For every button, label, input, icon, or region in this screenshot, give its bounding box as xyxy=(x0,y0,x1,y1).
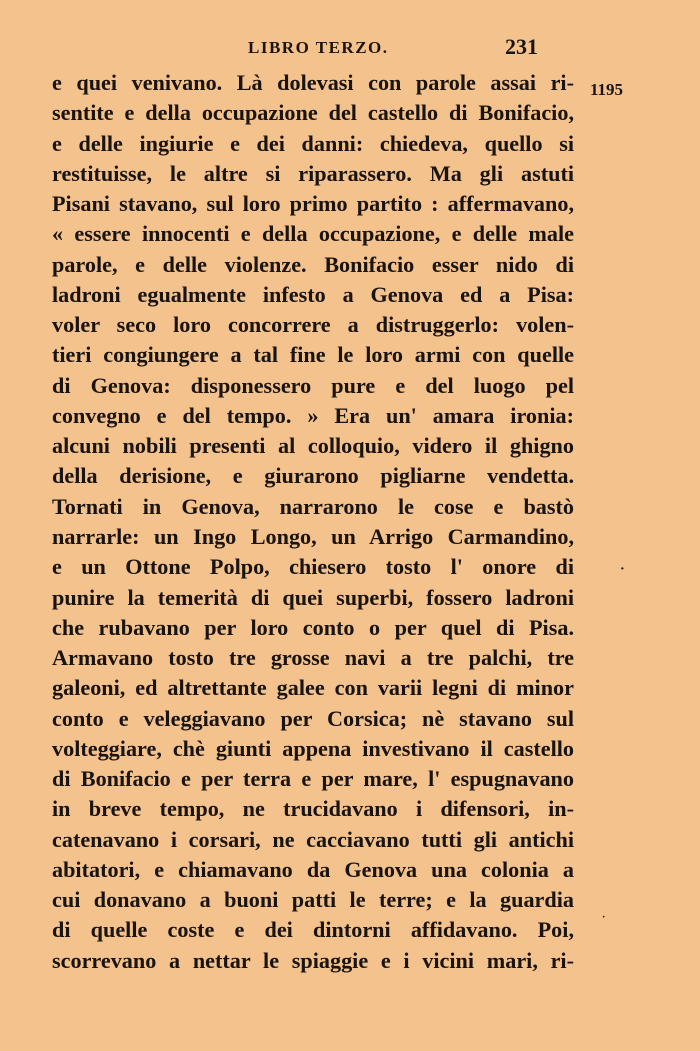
text-line: Pisani stavano, sul loro primo partito : affermavano, xyxy=(52,191,574,217)
text-line: e quei venivano. Là dolevasi con parole assai ri- xyxy=(52,70,574,95)
chapter-title: LIBRO TERZO. xyxy=(248,38,389,57)
text-line: catenavano i corsari, ne cacciavano tutti gli antichi xyxy=(52,826,574,852)
text-line: di quelle coste e dei dintorni affidavano. Poi, xyxy=(52,917,574,943)
body-text xyxy=(52,68,574,976)
text-line: di Genova: disponessero pure e del luogo pel xyxy=(52,372,574,398)
print-speck: · xyxy=(620,562,625,577)
text-line: restituisse, le altre si riparassero. Ma gli astuti xyxy=(52,160,574,186)
text-line: volteggiare, chè giunti appena investivano il castello xyxy=(52,735,574,761)
running-header xyxy=(0,34,700,62)
text-line: punire la temerità di quei superbi, fossero ladroni xyxy=(52,584,574,610)
text-line: tieri congiungere a tal fine le loro armi con quelle xyxy=(52,342,574,368)
text-line: Armavano tosto tre grosse navi a tre palchi, tre xyxy=(52,645,574,671)
text-line: conto e veleggiavano per Corsica; nè stavano sul xyxy=(52,705,574,731)
text-line: della derisione, e giurarono pigliarne vendetta. xyxy=(52,463,574,489)
text-line: Tornati in Genova, narrarono le cose e bastò xyxy=(52,493,574,519)
text-line: cui donavano a buoni patti le terre; e la guardia xyxy=(52,887,574,913)
text-line: sentite e della occupazione del castello di Bonifacio, xyxy=(52,100,574,126)
text-line: abitatori, e chiamavano da Genova una colonia a xyxy=(52,856,574,882)
text-line: voler seco loro concorrere a distruggerlo: volen- xyxy=(52,312,574,338)
text-line: in breve tempo, ne trucidavano i difensori, in- xyxy=(52,796,574,822)
text-line: e un Ottone Polpo, chiesero tosto l' onore di xyxy=(52,554,574,580)
text-line: alcuni nobili presenti al colloquio, videro il ghigno xyxy=(52,433,574,459)
text-line: narrarle: un Ingo Longo, un Arrigo Carmandino, xyxy=(52,523,574,549)
page-number: 231 xyxy=(505,34,538,59)
text-line: parole, e delle violenze. Bonifacio esser nido di xyxy=(52,251,574,277)
text-line: galeoni, ed altrettante galee con varii legni di minor xyxy=(52,675,574,701)
text-line: scorrevano a nettar le spiaggie e i vicini mari, ri- xyxy=(52,947,574,973)
text-line: che rubavano per loro conto o per quel di Pisa. xyxy=(52,614,574,640)
text-line: e delle ingiurie e dei danni: chiedeva, quello si xyxy=(52,130,574,156)
text-line: ladroni egualmente infesto a Genova ed a Pisa: xyxy=(52,281,574,307)
text-line: convegno e del tempo. » Era un' amara ironia: xyxy=(52,402,574,428)
print-speck: · xyxy=(602,912,606,923)
text-line: di Bonifacio e per terra e per mare, l' espugnavano xyxy=(52,766,574,792)
margin-year-note: 1195 xyxy=(590,80,624,99)
text-line: « essere innocenti e della occupazione, e delle male xyxy=(52,221,574,247)
